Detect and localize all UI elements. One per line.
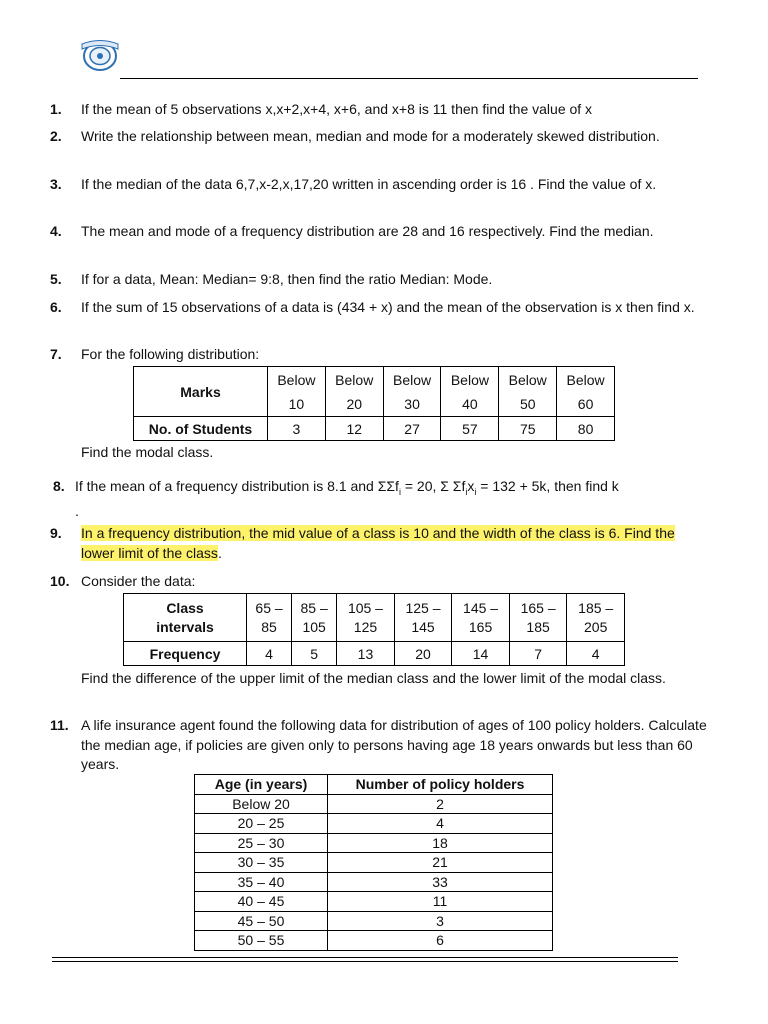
table-row: 20 – 25 4 xyxy=(195,814,553,834)
header-rule xyxy=(120,78,698,79)
question-text: If for a data, Mean: Median= 9:8, then find the ratio Median: Mode. xyxy=(81,271,493,287)
table-row: 50 – 55 6 xyxy=(195,931,553,951)
question-number: 10. xyxy=(50,573,70,589)
class-frequency-table xyxy=(123,593,625,666)
marks-distribution-table xyxy=(133,366,615,441)
question-number: 3. xyxy=(50,176,62,192)
interval-cell: 145 – 165 xyxy=(452,594,510,642)
students-value: 27 xyxy=(383,417,441,441)
question-text: In a frequency distribution, the mid value of a class is 10 and the width of the class is 6. Find the lower limit of the class. xyxy=(81,525,675,561)
marks-label: Marks xyxy=(134,367,268,417)
below-label: Below xyxy=(557,367,615,393)
question-text: The mean and mode of a frequency distribution are 28 and 16 respectively. Find the median. xyxy=(81,223,654,239)
frequency-value: 5 xyxy=(292,642,337,666)
q7-instruction: Find the modal class. xyxy=(81,444,214,460)
question-number: 5. xyxy=(50,271,62,287)
frequency-value: 13 xyxy=(337,642,395,666)
below-label: Below xyxy=(383,367,441,393)
question-text: If the mean of a frequency distribution is 8.1 and ΣΣf$_i$ = 20, Σ $\Sigma f_ix_i = 132 + 5k$, then find k . xyxy=(75,478,619,520)
column-header: Number of policy holders xyxy=(328,775,553,795)
highlighted-text: In a frequency distribution, the mid value of a class is 10 and the width of the class is 6. Find the lower limit of the class xyxy=(81,525,675,561)
question-text: For the following distribution: xyxy=(81,346,260,362)
question-number: 8. xyxy=(53,478,65,494)
below-label: Below xyxy=(268,367,326,393)
question-number: 2. xyxy=(50,128,62,144)
question-text: If the mean of 5 observations x,x+2,x+4, x+6, and x+8 is 11 then find the value of x xyxy=(81,101,593,117)
interval-cell: 185 – 205 xyxy=(567,594,625,642)
interval-cell: 85 – 105 xyxy=(292,594,337,642)
marks-value: 40 xyxy=(441,393,499,417)
table-row: 40 – 45 11 xyxy=(195,892,553,912)
class-intervals-label: Class intervals xyxy=(124,594,247,642)
students-value: 57 xyxy=(441,417,499,441)
age-distribution-table xyxy=(194,774,553,951)
question-text: If the sum of 15 observations of a data is (434 + x) and the mean of the observation is x then find x. xyxy=(81,299,695,315)
question-text: Consider the data: xyxy=(81,573,196,589)
table-row: 35 – 40 33 xyxy=(195,872,553,892)
table-row: 25 – 30 18 xyxy=(195,833,553,853)
marks-value: 60 xyxy=(557,393,615,417)
below-label: Below xyxy=(441,367,499,393)
question-text: If the median of the data 6,7,x-2,x,17,20 written in ascending order is 16 . Find the value of x. xyxy=(81,176,657,192)
question-number: 11. xyxy=(50,717,69,733)
question-number: 7. xyxy=(50,346,62,362)
school-logo xyxy=(78,36,122,72)
frequency-value: 4 xyxy=(247,642,292,666)
footer-rule xyxy=(52,957,678,958)
marks-value: 30 xyxy=(383,393,441,417)
below-label: Below xyxy=(499,367,557,393)
question-number: 9. xyxy=(50,525,62,541)
interval-cell: 125 – 145 xyxy=(394,594,452,642)
below-label: Below xyxy=(325,367,383,393)
frequency-value: 7 xyxy=(509,642,567,666)
marks-value: 20 xyxy=(325,393,383,417)
frequency-label: Frequency xyxy=(124,642,247,666)
interval-cell: 65 – 85 xyxy=(247,594,292,642)
students-value: 3 xyxy=(268,417,326,441)
interval-cell: 165 – 185 xyxy=(509,594,567,642)
interval-cell: 105 – 125 xyxy=(337,594,395,642)
question-number: 4. xyxy=(50,223,62,239)
students-label: No. of Students xyxy=(134,417,268,441)
frequency-value: 20 xyxy=(394,642,452,666)
table-row: Below 20 2 xyxy=(195,794,553,814)
students-value: 75 xyxy=(499,417,557,441)
question-number: 6. xyxy=(50,299,62,315)
question-number: 1. xyxy=(50,101,62,117)
marks-value: 10 xyxy=(268,393,326,417)
marks-value: 50 xyxy=(499,393,557,417)
question-text: Write the relationship between mean, median and mode for a moderately skewed distribution. xyxy=(81,128,660,144)
frequency-value: 14 xyxy=(452,642,510,666)
frequency-value: 4 xyxy=(567,642,625,666)
table-row: 30 – 35 21 xyxy=(195,853,553,873)
table-row: 45 – 50 3 xyxy=(195,911,553,931)
column-header: Age (in years) xyxy=(195,775,328,795)
students-value: 12 xyxy=(325,417,383,441)
question-text: A life insurance agent found the following data for distribution of ages of 100 policy holders. Calculate the median age, if policies are given only to persons having age 18 years onwards but less than 60 years. xyxy=(81,717,707,772)
students-value: 80 xyxy=(557,417,615,441)
q10-instruction: Find the difference of the upper limit of the median class and the lower limit of the modal class. xyxy=(81,670,666,686)
footer-rule xyxy=(52,961,678,962)
